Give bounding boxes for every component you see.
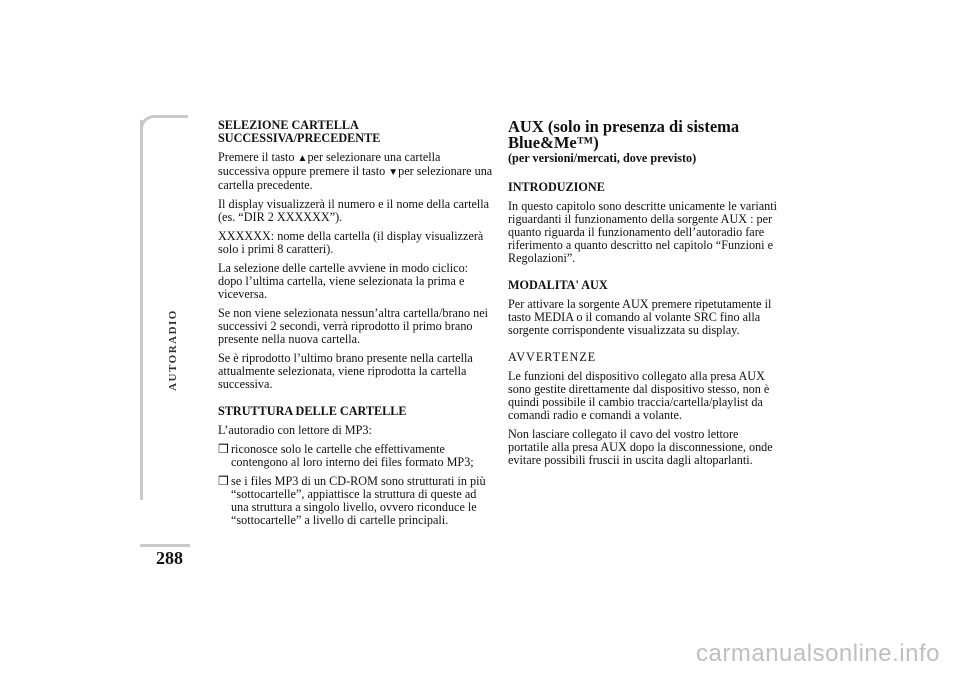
heading-avvertenze: AVVERTENZE xyxy=(508,350,597,364)
page-frame-corner xyxy=(140,115,188,163)
page-number-rule xyxy=(140,544,190,547)
list-item-text: se i files MP3 di un CD-ROM sono strutturati in più “sottocartelle”, appiattisce la struttura di queste ad una struttura a singolo livello, ovvero riconduce le “sottocartelle” a livello di cartelle principali. xyxy=(231,474,486,527)
paragraph-modalita-aux: Per attivare la sorgente AUX premere ripetutamente il tasto MEDIA o il comando al volante SRC fino alla sorgente corrispondente visualizzata su display. xyxy=(508,297,772,337)
paragraph-tasti-part1: Premere il tasto xyxy=(218,150,298,164)
paragraph-avvertenze: Le funzioni del dispositivo collegato alla presa AUX sono gestite direttamente dal dispositivo stesso, non è quindi possibile il cambio traccia/cartella/playlist da comandi radio e comandi a volante. xyxy=(508,369,770,422)
paragraph-lettore-mp3: L’autoradio con lettore di MP3: xyxy=(218,423,372,437)
list-item xyxy=(218,443,493,469)
section-subtitle: (per versioni/mercati, dove previsto) xyxy=(508,151,697,165)
paragraph-cavo-lettore: Non lasciare collegato il cavo del vostro lettore portatile alla presa AUX dopo la disconnessione, onde evitare possibili fruscii in uscita dagli altoparlanti. xyxy=(508,427,773,467)
section-title-aux: AUX (solo in presenza di sistema Blue&Me™) xyxy=(508,117,740,152)
watermark: carmanualsonline.info xyxy=(696,640,940,667)
list-item xyxy=(218,475,493,527)
paragraph-nome-cartella: XXXXXX: nome della cartella (il display visualizzerà solo i primi 8 caratteri). xyxy=(218,229,484,256)
page-number: 288 xyxy=(156,548,183,568)
paragraph-ciclico: La selezione delle cartelle avviene in modo ciclico: dopo l’ultima cartella, viene selezionata la prima e viceversa. xyxy=(218,261,469,301)
paragraph-secondi: Se non viene selezionata nessun’altra cartella/brano nei successivi 2 secondi, verrà riprodotto il primo brano presente nella nuova cartella. xyxy=(218,306,489,346)
page-frame-line xyxy=(140,120,143,500)
paragraph-display: Il display visualizzerà il numero e il nome della cartella (es. “DIR 2 XXXXXX”). xyxy=(218,197,490,224)
paragraph-tasti xyxy=(218,151,493,192)
paragraph-ultimo-brano: Se è riprodotto l’ultimo brano presente nella cartella attualmente selezionata, viene riprodotta la cartella successiva. xyxy=(218,351,473,391)
heading-modalita-aux: MODALITA' AUX xyxy=(508,278,608,292)
paragraph-tasti-part2: per selezionare una cartella successiva oppure premere il tasto xyxy=(218,150,441,178)
checkbox-bullet-icon: ❒ xyxy=(218,474,229,488)
heading-selezione-cartella: SELEZIONE CARTELLA SUCCESSIVA/PRECEDENTE xyxy=(218,118,381,145)
right-column xyxy=(508,119,778,473)
paragraph-introduzione: In questo capitolo sono descritte unicamente le varianti riguardanti il funzionamento della sorgente AUX : per quanto riguarda il funzionamento dell’autoradio fare riferimento a quanto descritto nel capitolo “Funzioni e Regolazioni”. xyxy=(508,199,778,265)
heading-introduzione: INTRODUZIONE xyxy=(508,180,605,194)
heading-struttura-cartelle: STRUTTURA DELLE CARTELLE xyxy=(218,404,407,418)
paragraph-tasti-part3: per selezionare una cartella precedente. xyxy=(218,164,493,192)
left-column xyxy=(218,119,493,533)
checkbox-bullet-icon: ❒ xyxy=(218,442,229,456)
up-arrow-icon: ▲ xyxy=(297,153,308,164)
section-label: AUTORADIO xyxy=(167,309,179,391)
list-item-text: riconosce solo le cartelle che effettivamente contengono al loro interno dei files formato MP3; xyxy=(231,442,474,469)
down-arrow-icon: ▼ xyxy=(388,167,399,178)
